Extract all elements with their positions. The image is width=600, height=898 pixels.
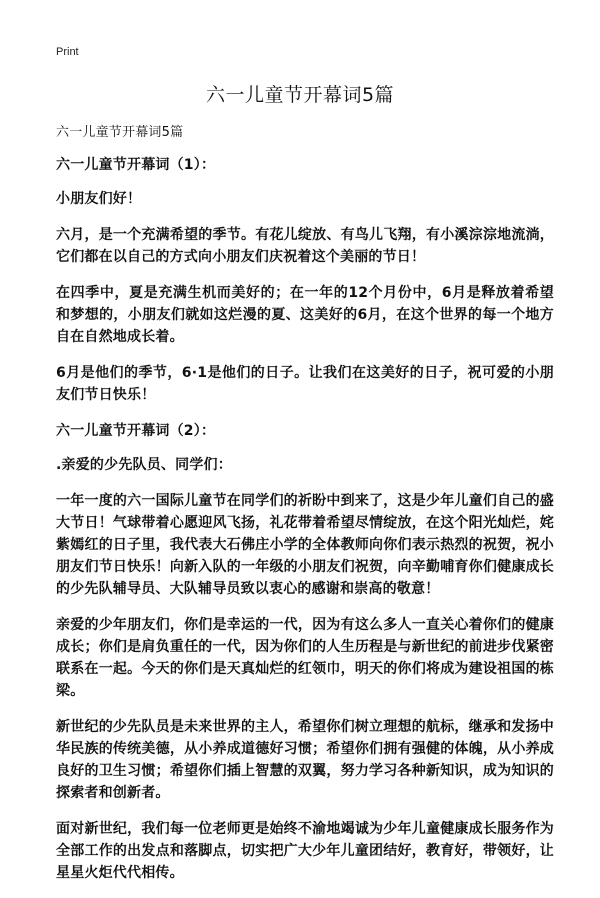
page-title: 六一儿童节开幕词5篇 (205, 84, 395, 106)
paragraph: 6月是他们的季节，6·1是他们的日子。让我们在这美好的日子，祝可爱的小朋友们节日快乐！ (56, 365, 554, 403)
greeting-paragraph: 小朋友们好！ (56, 191, 142, 207)
paragraph: 面对新世纪，我们每一位老师更是始终不渝地竭诚为少年儿童健康成长服务作为全部工作的出发点和落脚点，切实把广大少年儿童团结好，教育好，带领好，让星星火炬代代相传。 (56, 821, 554, 881)
paragraph: 六月，是一个充满希望的季节。有花儿绽放、有鸟儿飞翔，有小溪淙淙地流淌，它们都在以自己的方式向小朋友们庆祝着这个美丽的节日！ (56, 227, 554, 265)
paragraph: 一年一度的六一国际儿童节在同学们的祈盼中到来了，这是少年儿童们自己的盛大节日！气球带着心愿迎风飞扬，礼花带着希望尽情绽放，在这个阳光灿烂，姹紫嫣红的日子里，我代表大石佛庄小学的全体教师向你们表示热烈的祝贺，祝小朋友们节日快乐！向新入队的一年级的小朋友们祝贺，向辛勤哺育你们健康成长的少先队辅导员、大队辅导员致以衷心的感谢和崇高的敬意！ (56, 493, 554, 597)
document-subtitle: 六一儿童节开幕词5篇 (56, 125, 184, 140)
print-link[interactable]: Print (56, 46, 79, 58)
greeting-paragraph: .亲爱的少先队员、同学们： (56, 457, 232, 473)
section-heading-1: 六一儿童节开幕词（1）： (56, 157, 216, 173)
paragraph: 在四季中，夏是充满生机而美好的；在一年的12个月份中，6月是释放着希望和梦想的，小朋友们就如这烂漫的夏、这美好的6月，在这个世界的每一个地方自在自然地成长着。 (56, 285, 554, 345)
section-heading-2: 六一儿童节开幕词（2）： (56, 423, 216, 439)
paragraph: 亲爱的少年朋友们，你们是幸运的一代，因为有这么多人一直关心着你们的健康成长；你们是肩负重任的一代，因为你们的人生历程是与新世纪的前进步伐紧密联系在一起。今天的你们是天真灿烂的红领巾，明天的你们将成为建设祖国的栋梁。 (56, 617, 554, 699)
document-body (56, 122, 554, 898)
paragraph: 新世纪的少先队员是未来世界的主人，希望你们树立理想的航标，继承和发扬中华民族的传统美德，从小养成道德好习惯；希望你们拥有强健的体魄，从小养成良好的卫生习惯；希望你们插上智慧的双翼，努力学习各种新知识，成为知识的探索者和创新者。 (56, 719, 554, 801)
